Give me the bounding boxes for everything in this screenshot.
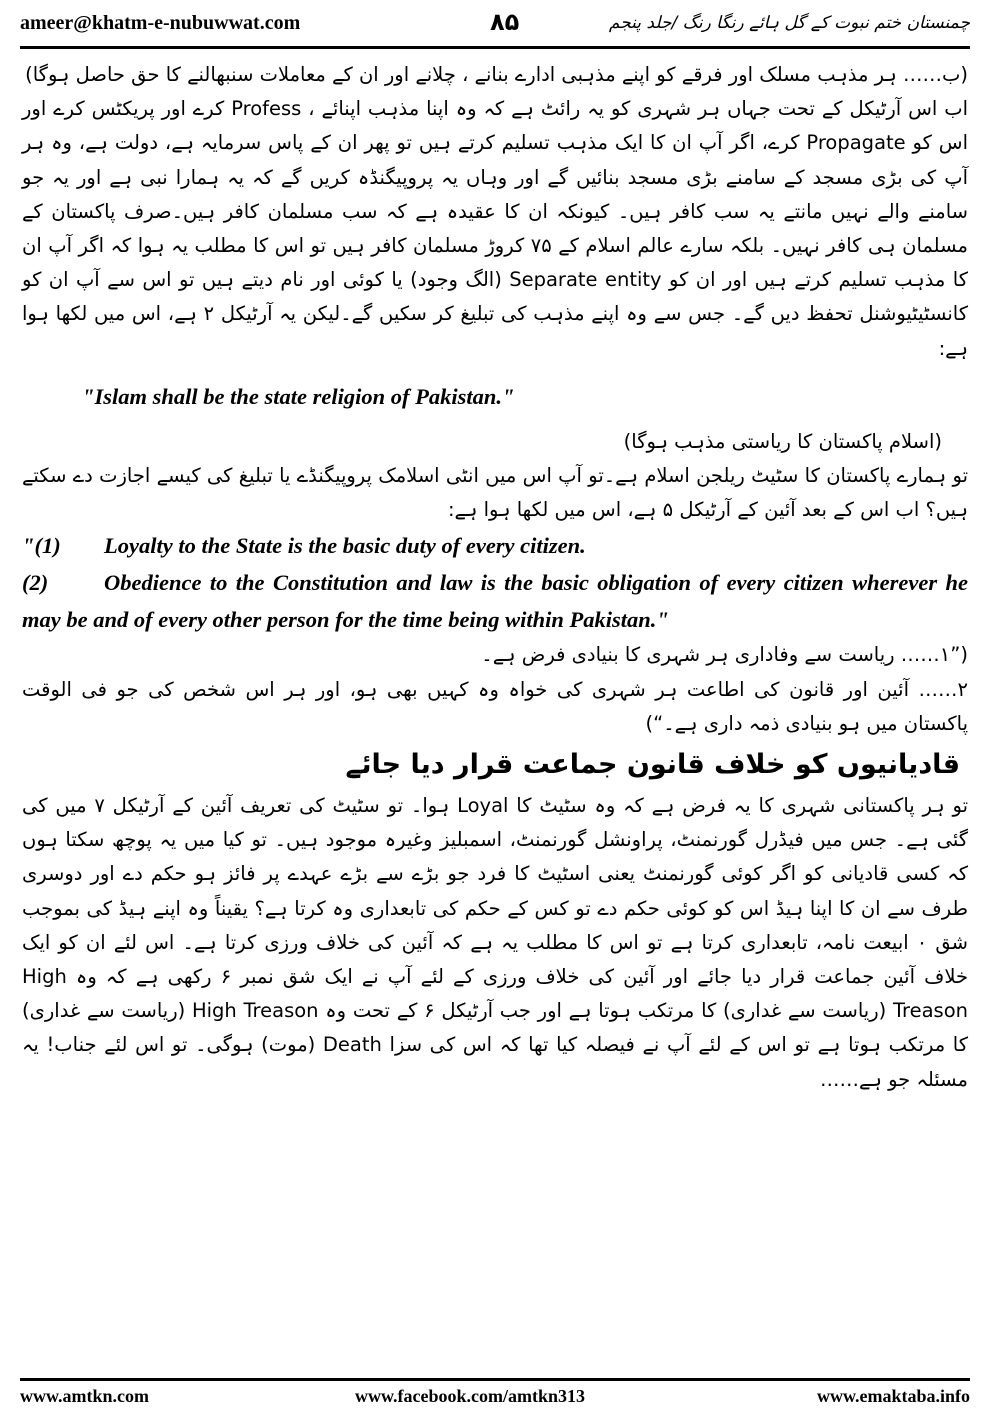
footer-rule: [20, 1378, 970, 1381]
paragraph-quote-translation: (اسلام پاکستان کا ریاستی مذہب ہوگا): [623, 429, 942, 453]
paragraph-article-discussion: اب اس آرٹیکل کے تحت جہاں ہر شہری کو یہ رائٹ ہے کہ وہ اپنا مذہب اپنائے ، Profess کرے اور پریکٹس کرے اور اس کو Propagate کرے، اگر آپ ان کا ایک مذہب تسلیم کرتے ہیں تو پھر ان کے پاس سرمایہ ہے، دولت ہے، وہ ہر آپ کی بڑی مسجد کے سامنے بڑی مسجد بنائیں گے اور وہاں یہ پروپیگنڈہ کریں گے کہ یہ ہمارا نبی ہے اور یہ جو سامنے والے نہیں مانتے یہ سب کافر ہیں۔ کیونکہ ان کا عقیدہ ہے کہ سب مسلمان کافر ہیں۔صرف پاکستان کے مسلمان ہی کافر نہیں۔ بلکہ سارے عالم اسلام کے ۷۵ کروڑ مسلمان کافر ہیں تو اس کا مطلب یہ ہوا کہ اگر آپ ان کا مذہب تسلیم کرتے ہیں اور ان کو Separate entity (الگ وجود) یا کوئی اور نام دیتے ہیں تو اس سے آپ ان کو کانسٹیٹیوشنل تحفظ دیں گے۔ جس سے وہ اپنے مذہب کی تبلیغ کر سکیں گے۔لیکن یہ آرٹیکل ۲ ہے، اس میں لکھا ہوا ہے:: [22, 97, 969, 360]
header-email: ameer@khatm-e-nubuwwat.com: [20, 12, 301, 34]
book-title: چمنستان ختم نبوت کے گل ہائے رنگا رنگ /جلد پنجم: [608, 13, 970, 33]
page-footer: [20, 1386, 970, 1414]
header-rule: [20, 46, 970, 49]
clause-number: (2): [22, 570, 49, 596]
english-clause-1: [22, 527, 968, 564]
section-heading: قادیانیوں کو خلاف قانون جماعت قرار دیا جائے: [345, 749, 960, 781]
paragraph-article-clause-b: (ب…… ہر مذہب مسلک اور فرقے کو اپنے مذہبی ادارے بنانے ، چلانے اور ان کے معاملات سنبھالنے کا حق حاصل ہوگا): [25, 63, 968, 86]
footer-link-emaktaba[interactable]: www.emaktaba.info: [816, 1386, 970, 1406]
paragraph-loyalty-discussion: تو ہر پاکستانی شہری کا یہ فرض ہے کہ وہ سٹیٹ کا Loyal ہوا۔ تو سٹیٹ کی تعریف آئین کے آرٹیکل ۷ میں کی گئی ہے۔ جس میں فیڈرل گورنمنٹ، پراونشل گورنمنٹ، اسمبلیز وغیرہ موجود ہیں۔ تو کیا میں یہ پوچھ سکتا ہوں کہ کسی قادیانی کو اگر کوئی گورنمنٹ یعنی اسٹیٹ کا فرد جو بڑے سے بڑے عہدے پر فائز ہو حکم دے اور دوسری طرف سے ان کا اپنا ہیڈ اس کو کوئی حکم دے تو کس کے حکم کی تابعداری وہ کرتا ہے؟ یقیناً وہ اپنے ہیڈ کی بموجب شق ۰ ابیعت نامہ، تابعداری کرتا ہے تو اس کا مطلب یہ ہے کہ آئین کی خلاف ورزی کرتا ہے۔ اس لئے ان کو ایک خلاف آئین جماعت قرار دیا جائے اور آئین کی خلاف ورزی کے لئے آپ نے ایک شق نمبر ۶ رکھی ہے کہ وہ High Treason (ریاست سے غداری) کا مرتکب ہوتا ہے اور جب آرٹیکل ۶ کے تحت وہ High Treason (ریاست سے غداری) کا مرتکب ہوتا ہے تو اس کے لئے آپ نے فیصلہ کیا تھا کہ اس کی سزا Death (موت) ہوگی۔ تو اس لئے جناب! یہ مسئلہ جو ہے……: [22, 794, 969, 1091]
footer-link-amtkn[interactable]: www.amtkn.com: [20, 1386, 149, 1406]
page-number: ۸۵: [490, 8, 520, 36]
english-clause-2: [22, 564, 968, 638]
quote-state-religion: "Islam shall be the state religion of Pakistan.": [82, 383, 515, 409]
paragraph-translation-2: ۲…… آئین اور قانون کی اطاعت ہر شہری کی خواہ وہ کہیں بھی ہو، اور ہر اس شخص کی جو فی الوقت پاکستان میں ہو بنیادی ذمہ داری ہے۔“): [22, 677, 968, 735]
clause-number: "(1): [22, 533, 61, 559]
paragraph-translation-1: (”۱…… ریاست سے وفاداری ہر شہری کا بنیادی فرض ہے۔: [481, 643, 968, 667]
clause-text: Loyalty to the State is the basic duty of every citizen.: [104, 533, 586, 559]
footer-link-facebook[interactable]: www.facebook.com/amtkn313: [355, 1386, 585, 1406]
clause-text: Obedience to the Constitution and law is the basic obligation of every citizen wherever he may be and of every other person for the time being within Pakistan.": [22, 570, 968, 633]
page-body: [22, 58, 968, 1097]
paragraph-state-religion: تو ہمارے پاکستان کا سٹیٹ ریلجن اسلام ہے۔تو آپ اس میں انٹی اسلامک پروپیگنڈے یا تبلیغ کی کیسے اجازت دے سکتے ہیں؟ اب اس کے بعد آئین کے آرٹیکل ۵ ہے، اس میں لکھا ہوا ہے:: [22, 464, 968, 522]
page-header: [20, 8, 970, 44]
